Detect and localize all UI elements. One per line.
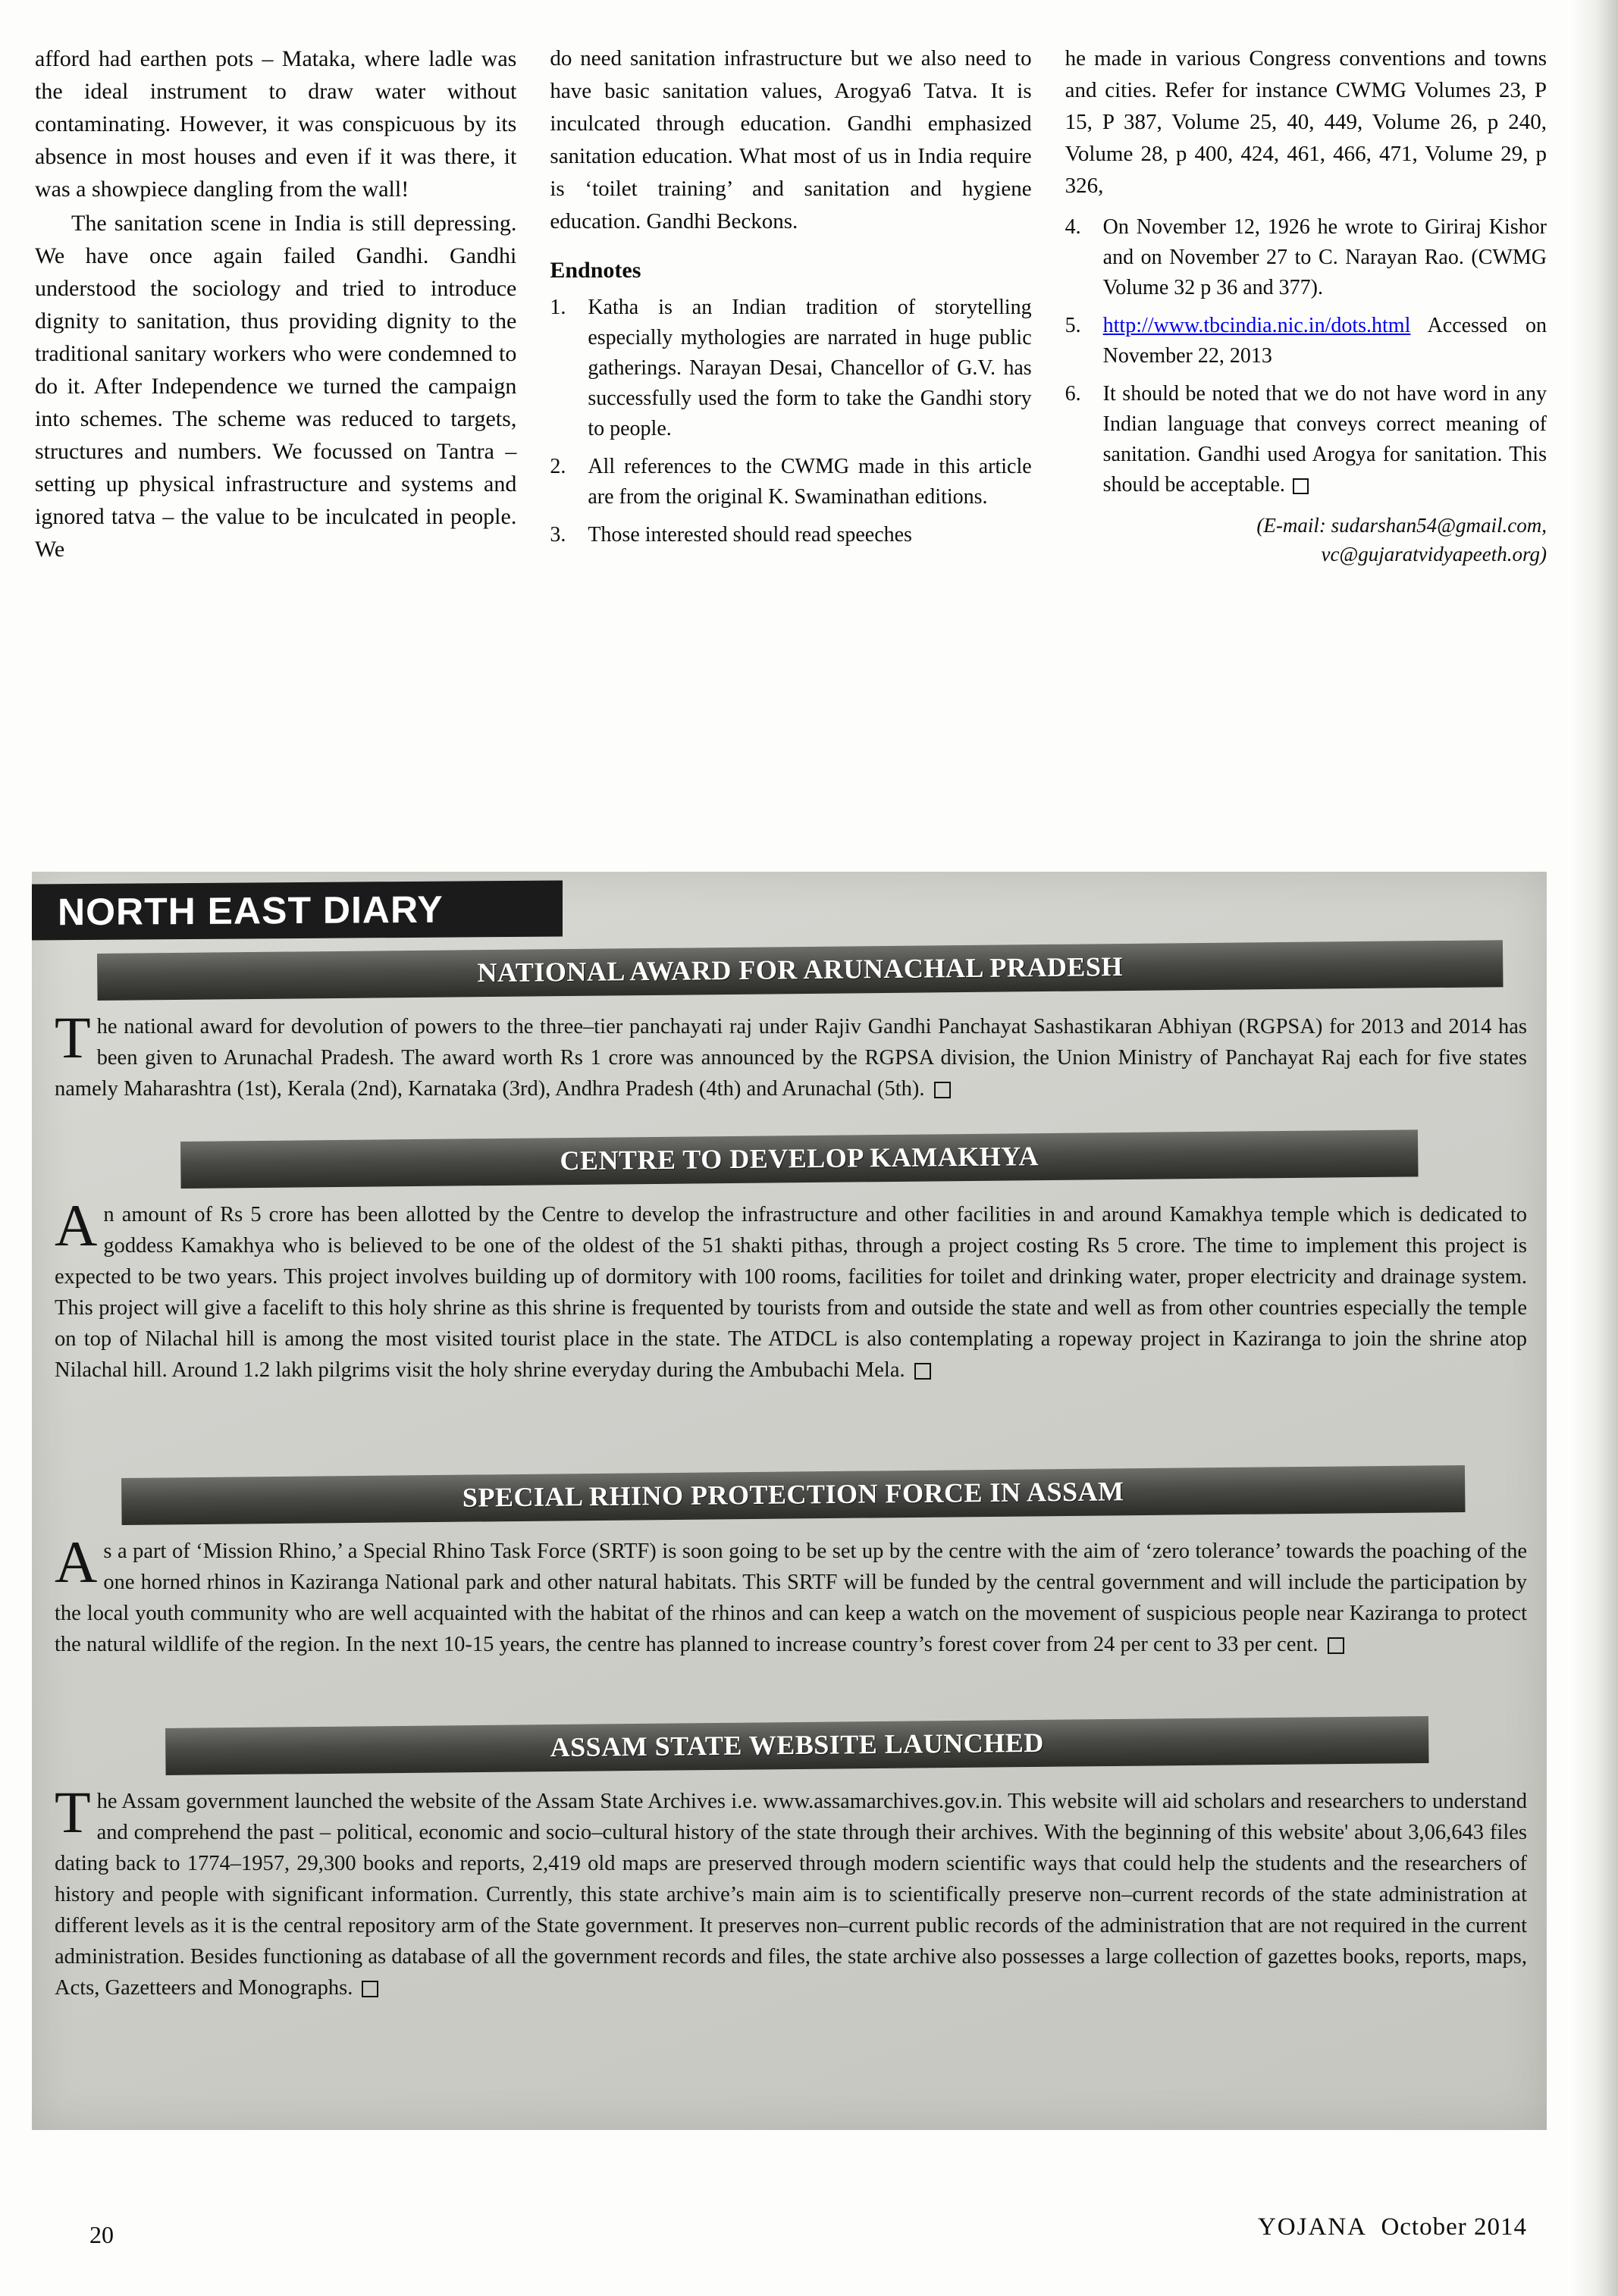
news-body bbox=[32, 1775, 1547, 2008]
endnote-number: 1. bbox=[550, 296, 566, 319]
issue-date: October 2014 bbox=[1381, 2213, 1527, 2241]
north-east-diary-panel bbox=[32, 872, 1547, 2130]
dropcap: T bbox=[55, 1779, 91, 1845]
page-number: 20 bbox=[89, 2221, 114, 2248]
endnote-item bbox=[1065, 379, 1547, 500]
article-column-2 bbox=[550, 42, 1031, 857]
news-body bbox=[32, 1001, 1547, 1109]
endnote-text: On November 12, 1926 he wrote to Giriraj Kishor and on November 27 to C. Narayan Rao. (CWMG Volume 32 p 36 and 377). bbox=[1102, 215, 1547, 299]
article-column-3 bbox=[1065, 42, 1547, 857]
dropcap: T bbox=[55, 1004, 91, 1070]
news-text: he national award for devolution of powers to the three–tier panchayati raj under Rajiv Gandhi Panchayat Sashastikaran Abhiyan (RGPSA) for 2013 and 2014 has been given to Arunachal Pradesh. The award worth Rs 1 crore was announced by the RGPSA division, the Union Ministry of Panchayat Raj each for five states namely Maharashtra (1st), Kerala (2nd), Karnataka (3rd), Andhra Pradesh (4th) and Arunachal (5th). bbox=[55, 1015, 1527, 1101]
endnotes-heading: Endnotes bbox=[550, 258, 641, 283]
end-of-item-marker bbox=[934, 1082, 951, 1098]
diary-section-title: NORTH EAST DIARY bbox=[32, 881, 563, 941]
article-paragraph: The sanitation scene in India is still depressing. We have once again failed Gandhi. Gandhi understood the sociology and tried to introduce dignity to sanitation, thus providing dignity to the traditional sanitary workers who were condemned to do it. After Independence we turned the campaign into schemes. The scheme was reduced to targets, structures and numbers. We focussed on Tantra – setting up physical infrastructure and systems and ignored tatva – the value to be inculcated in people. We bbox=[35, 211, 517, 562]
endnote-text: Katha is an Indian tradition of storytelling especially mythologies are narrated in huge public gatherings. Narayan Desai, Chancellor of G.V. has successfully used the form to take the Gandhi story to people. bbox=[588, 296, 1032, 440]
journal-name: YOJANA bbox=[1257, 2213, 1367, 2241]
news-text: s a part of ‘Mission Rhino,’ a Special Rhino Task Force (SRTF) is soon going to be set up by the centre with the aim of ‘zero tolerance’ towards the poaching of the one horned rhinos in Kaziranga National park and other natural habitats. This SRTF will be funded by the central government and will include the participation by the local youth community who are well acquainted with the habitat of the rhinos and can keep a watch on the movement of suspicious people near Kaziranga to protect the natural wildlife of the region. In the next 10-15 years, the centre has planned to increase country’s forest cover from 24 per cent to 33 per cent. bbox=[55, 1540, 1527, 1656]
dropcap: A bbox=[55, 1192, 98, 1258]
news-item bbox=[32, 1728, 1547, 2008]
news-heading: SPECIAL RHINO PROTECTION FORCE IN ASSAM bbox=[121, 1465, 1466, 1525]
article-paragraph: do need sanitation infrastructure but we also need to have basic sanitation values, Arogya6 Tatva. It is inculcated through education. Gandhi emphasized sanitation education. What most of us in India require is ‘toilet training’ and sanitation and hygiene education. Gandhi Beckons. bbox=[550, 46, 1032, 233]
news-body bbox=[32, 1189, 1547, 1390]
endnote-text: It should be noted that we do not have word in any Indian language that conveys correct meaning of sanitation. Gandhi used Arogya for sanitation. This should be acceptable. bbox=[1102, 382, 1547, 496]
endnote-number: 3. bbox=[550, 523, 566, 547]
end-of-item-marker bbox=[1328, 1637, 1344, 1654]
endnote-number: 4. bbox=[1065, 215, 1081, 239]
news-item bbox=[32, 951, 1547, 1109]
news-text: n amount of Rs 5 crore has been allotted by the Centre to develop the infrastructure and other facilities in and around Kamakhya temple which is dedicated to goddess Kamakhya who is believed to be one of the oldest of the 51 shakti pithas, through a project costing Rs 5 crore. The time to implement this project is expected to be two years. This project involves building up of dormitory with 100 rooms, facilities for toilet and drinking water, proper electricity and drainage system. This project will give a facelift to this holy shrine as this shrine is frequented by tourists from and outside the state and well as from other countries especially the temple on top of Nilachal hill is among the most visited tourist place in the state. The ATDCL is also contemplating a ropeway project in Kaziranga to join the shrine atop Nilachal hill. Around 1.2 lakh pilgrims visit the holy shrine everyday during the Ambubachi Mela. bbox=[55, 1203, 1527, 1382]
endnote-item bbox=[550, 293, 1031, 444]
news-heading: ASSAM STATE WEBSITE LAUNCHED bbox=[165, 1716, 1429, 1775]
article-columns bbox=[35, 42, 1547, 857]
endnote-item bbox=[1065, 311, 1547, 371]
news-heading: CENTRE TO DEVELOP KAMAKHYA bbox=[180, 1129, 1419, 1189]
endnote-number: 6. bbox=[1065, 382, 1081, 406]
dropcap: A bbox=[55, 1529, 98, 1595]
news-item bbox=[32, 1142, 1547, 1390]
news-text: he Assam government launched the website of the Assam State Archives i.e. www.assamarchives.gov.in. This website will aid scholars and researchers to understand and comprehend the past – political, economic and socio–cultural history of the state through their archives. With the beginning of this website' about 3,06,643 files dating back to 1774–1957, 29,300 books and reports, 2,419 old maps are preserved through modern scientific ways that could help the students and the researchers of history and people with significant information. Currently, this state archive’s main aim is to scientifically preserve non–current records of the state administration at different levels as it is the central repository arm of the State government. It preserves non–current public records of the administration that are not required in the current administration. Besides functioning as database of all the government records and files, the state archive also possesses a large collection of gazettes books, reports, maps, Acts, Gazetteers and Monographs. bbox=[55, 1790, 1527, 2000]
news-heading: NATIONAL AWARD FOR ARUNACHAL PRADESH bbox=[97, 940, 1504, 1001]
end-of-item-marker bbox=[362, 1981, 378, 1997]
end-of-item-marker bbox=[914, 1363, 931, 1380]
author-email-block bbox=[1065, 511, 1547, 569]
end-of-article-marker bbox=[1293, 478, 1309, 494]
endnote-item bbox=[550, 520, 1031, 550]
news-body bbox=[32, 1525, 1547, 1665]
article-column-1 bbox=[35, 42, 516, 857]
endnote-item bbox=[550, 452, 1031, 512]
endnote-text: All references to the CWMG made in this article are from the original K. Swaminathan editions. bbox=[588, 455, 1032, 509]
author-email-line-1: (E-mail: sudarshan54@gmail.com, bbox=[1256, 514, 1547, 537]
footer-journal-info bbox=[1258, 2213, 1527, 2241]
article-paragraph: afford had earthen pots – Mataka, where ladle was the ideal instrument to draw water without contaminating. However, it was conspicuous by its absence in most houses and even if it was there, it was a showpiece dangling from the wall! bbox=[35, 46, 517, 202]
endnote-text-partial: Those interested should read speeches bbox=[588, 523, 912, 547]
endnote-item bbox=[1065, 212, 1547, 303]
endnote-3-continued: he made in various Congress conventions and towns and cities. Refer for instance CWMG Volumes 23, P 15, P 387, Volume 25, 40, 449, Volume 26, p 240, Volume 28, p 400, 424, 461, 466, 471, Volume 29, p 326, bbox=[1065, 46, 1547, 198]
author-email-line-2: vc@gujaratvidyapeeth.org) bbox=[1321, 543, 1547, 565]
endnote-number: 2. bbox=[550, 455, 566, 478]
endnote-link[interactable]: http://www.tbcindia.nic.in/dots.html bbox=[1102, 314, 1411, 337]
news-item bbox=[32, 1478, 1547, 1665]
endnote-number: 5. bbox=[1065, 314, 1081, 337]
endnote-text: Accessed on November 22, 2013 bbox=[1102, 314, 1547, 368]
